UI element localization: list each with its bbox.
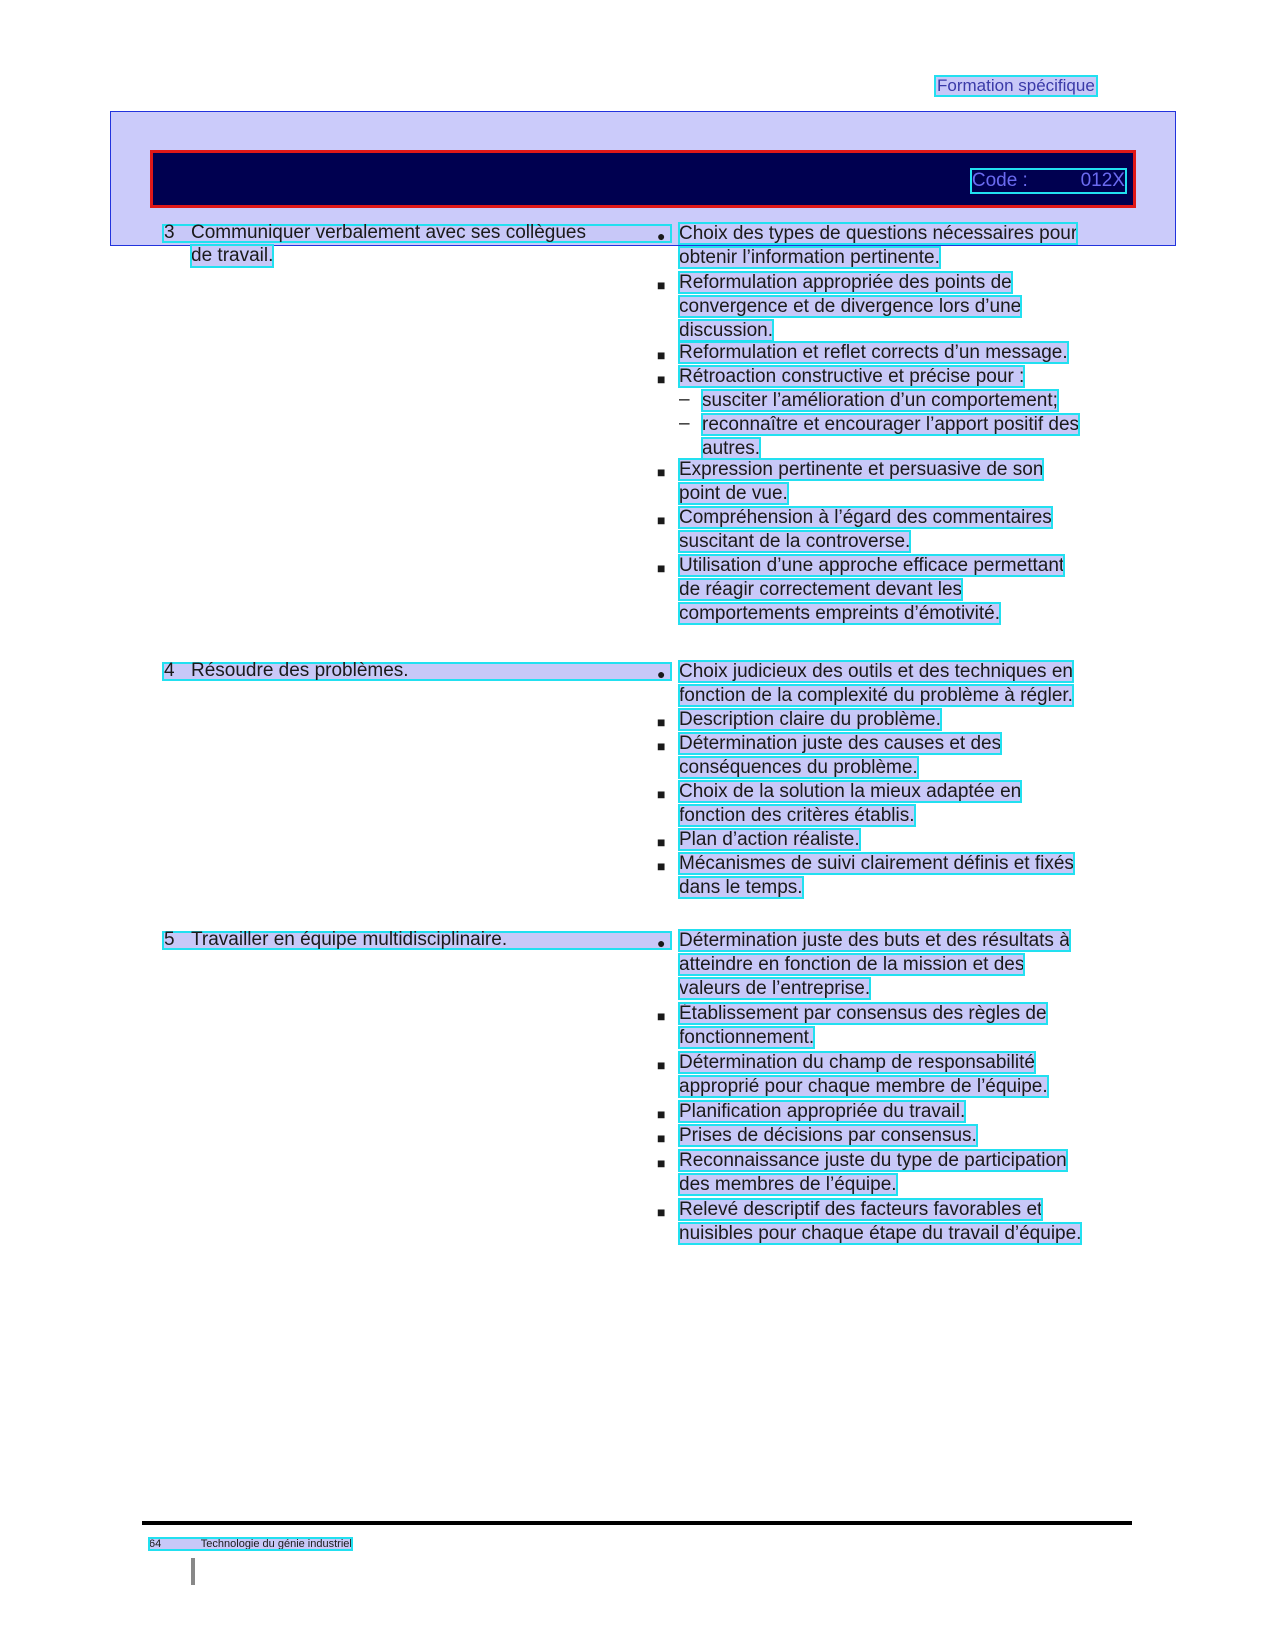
criterion: Prises de décisions par consensus. (679, 1125, 977, 1146)
bullet-icon: ■ (657, 512, 666, 528)
criterion: Description claire du problème. (679, 709, 941, 730)
criterion: Reconnaissance juste du type de participation des membres de l’équipe. (679, 1150, 1067, 1196)
dash-icon: – (679, 389, 690, 410)
sub-criterion: reconnaître et encourager l’apport positif des autres. (702, 414, 1080, 460)
section-number: 3 (164, 222, 175, 243)
criterion: Utilisation d’une approche efficace permettant de réagir correctement devant les comportements empreints d’émotivité. (679, 555, 1065, 625)
page-number: 64 (149, 1538, 162, 1550)
bullet-icon: ● (657, 935, 666, 951)
footer-rule (142, 1521, 1132, 1525)
sub-criterion: susciter l’amélioration d’un comportement; (702, 390, 1058, 411)
bullet-icon: ■ (657, 1130, 666, 1146)
criterion: Rétroaction constructive et précise pour : (679, 366, 1025, 387)
bullet-icon: ■ (657, 464, 666, 480)
bullet-icon: ■ (657, 714, 666, 730)
criterion: Détermination du champ de responsabilité approprié pour chaque membre de l’équipe. (679, 1052, 1048, 1098)
criterion: Détermination juste des buts et des résultats à atteindre en fonction de la mission et des valeurs de l’entreprise. (679, 930, 1070, 1000)
bullet-icon: ■ (657, 1155, 666, 1171)
criterion: Expression pertinente et persuasive de son point de vue. (679, 459, 1044, 505)
running-header: Formation spécifique (937, 76, 1095, 95)
section-title-cont: de travail. (191, 245, 274, 266)
page-footer (149, 1538, 352, 1550)
bullet-icon: ■ (657, 738, 666, 754)
criterion: Relevé descriptif des facteurs favorables et nuisibles pour chaque étape du travail d’équipe. (679, 1199, 1082, 1245)
section-title: Résoudre des problèmes. (191, 660, 409, 681)
section-number: 4 (164, 660, 175, 681)
bullet-icon: ■ (657, 371, 666, 387)
criterion: Plan d’action réaliste. (679, 829, 860, 850)
criterion: Reformulation et reflet corrects d’un message. (679, 342, 1068, 363)
criterion: Compréhension à l’égard des commentaires suscitant de la controverse. (679, 507, 1052, 553)
course-code: Code : 012X (971, 170, 1125, 191)
bullet-icon: ■ (657, 560, 666, 576)
course-code-bar (150, 150, 1136, 208)
criterion: Choix des types de questions nécessaires pour obtenir l’information pertinente. (679, 223, 1078, 269)
bullet-icon: ■ (657, 786, 666, 802)
criterion: Planification appropriée du travail. (679, 1101, 966, 1122)
program-title: Technologie du génie industriel (200, 1538, 352, 1550)
bullet-icon: ● (657, 666, 666, 682)
criterion: Détermination juste des causes et des conséquences du problème. (679, 733, 1002, 779)
bullet-icon: ■ (657, 834, 666, 850)
criterion: Choix de la solution la mieux adaptée en fonction des critères établis. (679, 781, 1022, 827)
bullet-icon: ■ (657, 347, 666, 363)
bullet-icon: ■ (657, 1204, 666, 1220)
bullet-icon: ■ (657, 1057, 666, 1073)
footer-bar (191, 1558, 195, 1585)
section-title: Travailler en équipe multidisciplinaire. (191, 929, 508, 950)
criterion: Mécanismes de suivi clairement définis et fixés dans le temps. (679, 853, 1074, 899)
bullet-icon: ■ (657, 1106, 666, 1122)
bullet-icon: ■ (657, 1008, 666, 1024)
bullet-icon: ■ (657, 277, 666, 293)
criterion: Choix judicieux des outils et des techniques en fonction de la complexité du problème à régler. (679, 661, 1073, 707)
bullet-icon: ● (657, 228, 666, 244)
section-number: 5 (164, 929, 175, 950)
criterion: Reformulation appropriée des points de convergence et de divergence lors d’une discussion. (679, 272, 1022, 342)
criterion: Établissement par consensus des règles de fonctionnement. (679, 1003, 1047, 1049)
section-title: Communiquer verbalement avec ses collègues (191, 222, 586, 243)
dash-icon: – (679, 413, 690, 434)
bullet-icon: ■ (657, 858, 666, 874)
